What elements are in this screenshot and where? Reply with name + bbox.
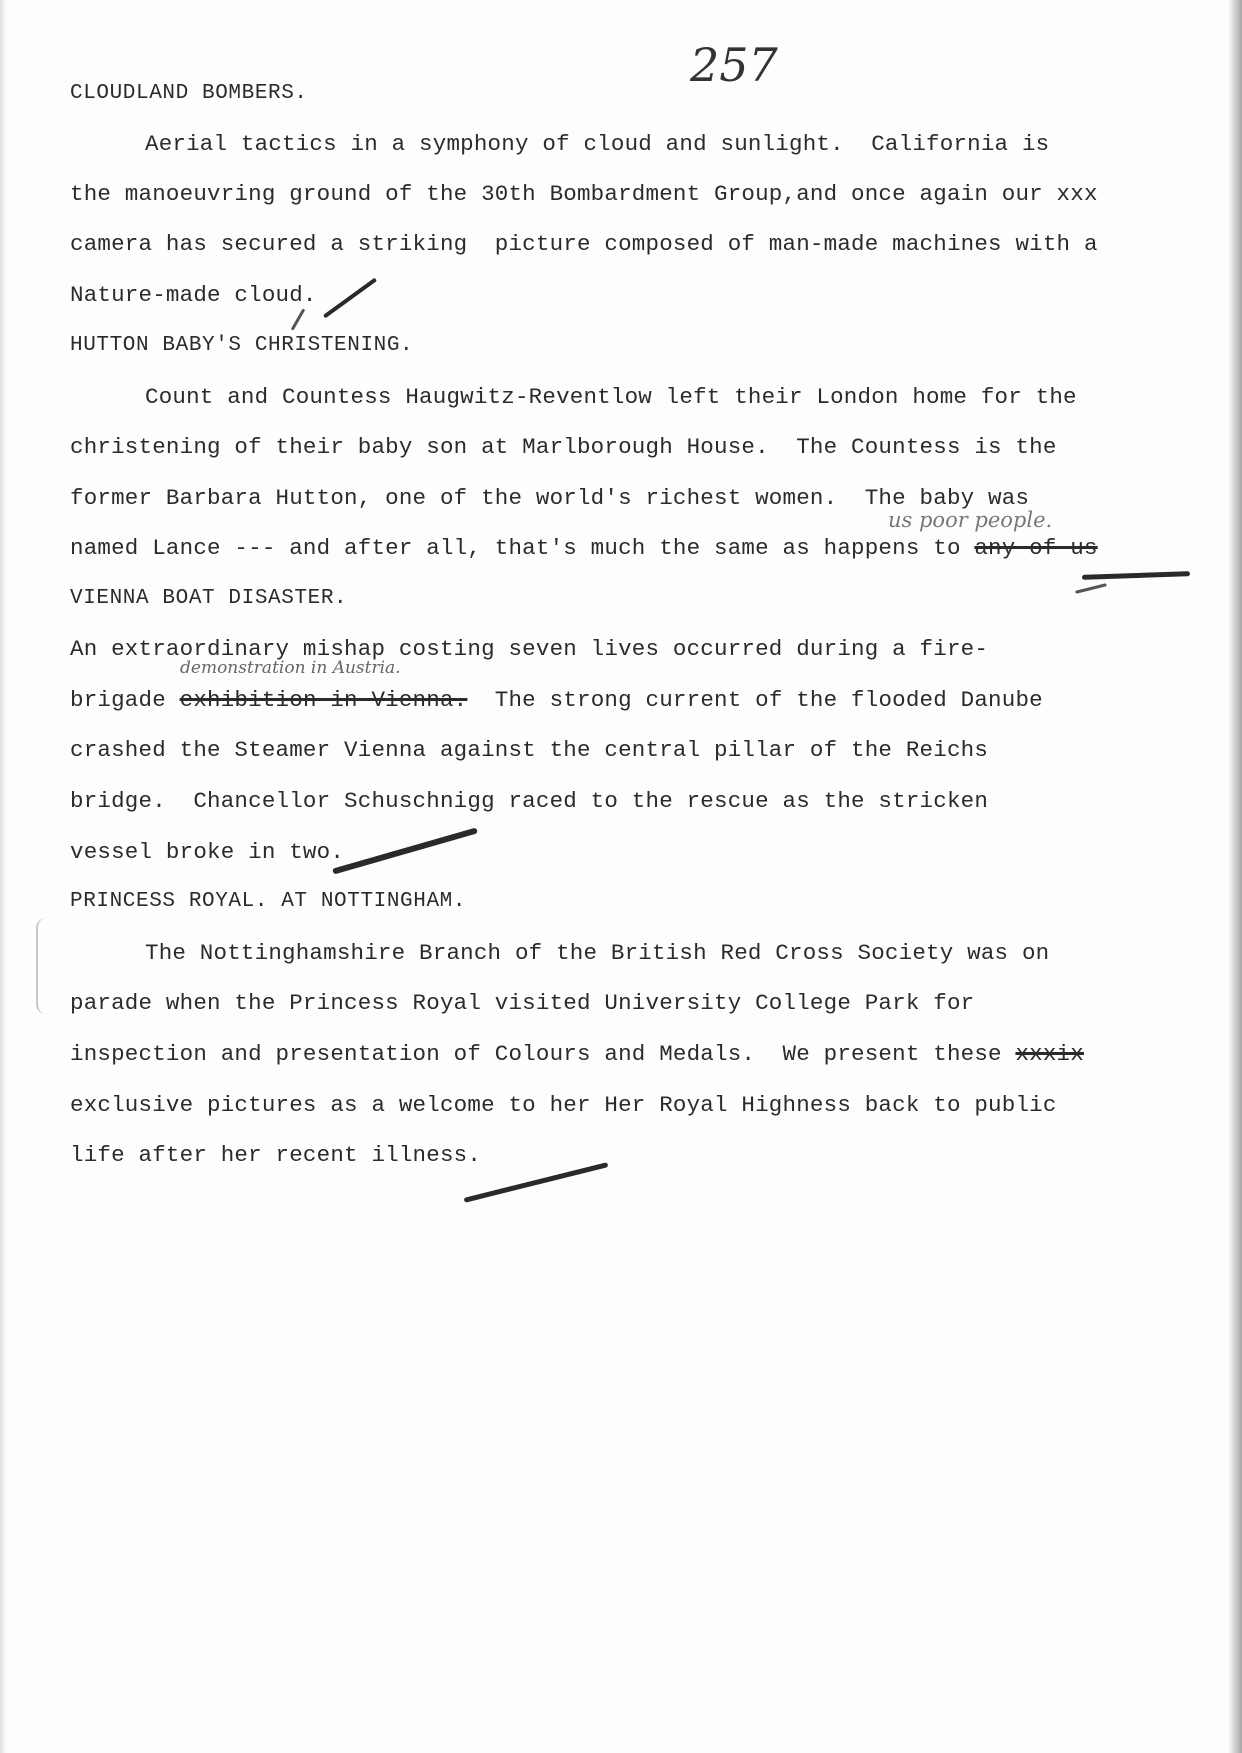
handwritten-insert: us poor people. <box>888 508 1053 532</box>
section-heading-princess: PRINCESS ROYAL. AT NOTTINGHAM. <box>70 890 467 913</box>
struck-text: exhibition in Vienna. <box>179 687 468 713</box>
section-heading-cloudland: CLOUDLAND BOMBERS. <box>70 82 308 105</box>
page-number: 257 <box>690 38 778 92</box>
pen-line-mark <box>1082 571 1190 580</box>
body-line <box>70 1040 1084 1068</box>
pen-line-mark <box>1075 583 1107 594</box>
page-left-shadow <box>0 0 6 1753</box>
body-line: former Barbara Hutton, one of the world's richest women. The baby was <box>70 485 1030 511</box>
body-line: The Nottinghamshire Branch of the British Red Cross Society was on <box>145 940 1050 966</box>
body-line: parade when the Princess Royal visited University College Park for <box>70 990 975 1016</box>
pen-check-mark <box>323 278 377 319</box>
section-heading-hutton: HUTTON BABY'S CHRISTENING. <box>70 334 414 357</box>
body-line-text: The strong current of the flooded Danube <box>494 687 1043 713</box>
body-line <box>70 686 1043 714</box>
body-line: crashed the Steamer Vienna against the central pillar of the Reichs <box>70 737 989 763</box>
pen-line-mark <box>332 827 478 874</box>
pen-bracket-mark <box>36 918 56 1014</box>
pen-line-mark <box>464 1162 609 1203</box>
body-line: Nature-made cloud. <box>70 282 317 308</box>
body-line: Count and Countess Haugwitz-Reventlow left their London home for the <box>145 384 1077 410</box>
body-line <box>70 534 1098 562</box>
handwritten-insert: demonstration in Austria. <box>180 658 401 678</box>
body-line-text: brigade <box>70 687 166 713</box>
body-line: exclusive pictures as a welcome to her Her Royal Highness back to public <box>70 1092 1057 1118</box>
body-line: christening of their baby son at Marlborough House. The Countess is the <box>70 434 1057 460</box>
body-line: An extraordinary mishap costing seven lives occurred during a fire- <box>70 636 989 662</box>
body-line: Aerial tactics in a symphony of cloud and sunlight. California is <box>145 131 1050 157</box>
body-line: camera has secured a striking picture composed of man-made machines with a <box>70 231 1098 257</box>
body-line-text: inspection and presentation of Colours and Medals. We present these <box>70 1041 1002 1067</box>
pen-check-mark <box>291 308 306 330</box>
struck-text: xxxix <box>1015 1041 1084 1067</box>
body-line: bridge. Chancellor Schuschnigg raced to the rescue as the stricken <box>70 788 989 814</box>
body-line: the manoeuvring ground of the 30th Bombardment Group,and once again our xxx <box>70 181 1098 207</box>
body-line: life after her recent illness. <box>70 1142 482 1168</box>
body-line: vessel broke in two. <box>70 839 345 865</box>
section-heading-vienna: VIENNA BOAT DISASTER. <box>70 587 348 610</box>
body-line-text: named Lance --- and after all, that's much the same as happens to <box>70 535 961 561</box>
page-edge-shadow <box>1228 0 1242 1753</box>
struck-text: any of us <box>974 535 1098 561</box>
